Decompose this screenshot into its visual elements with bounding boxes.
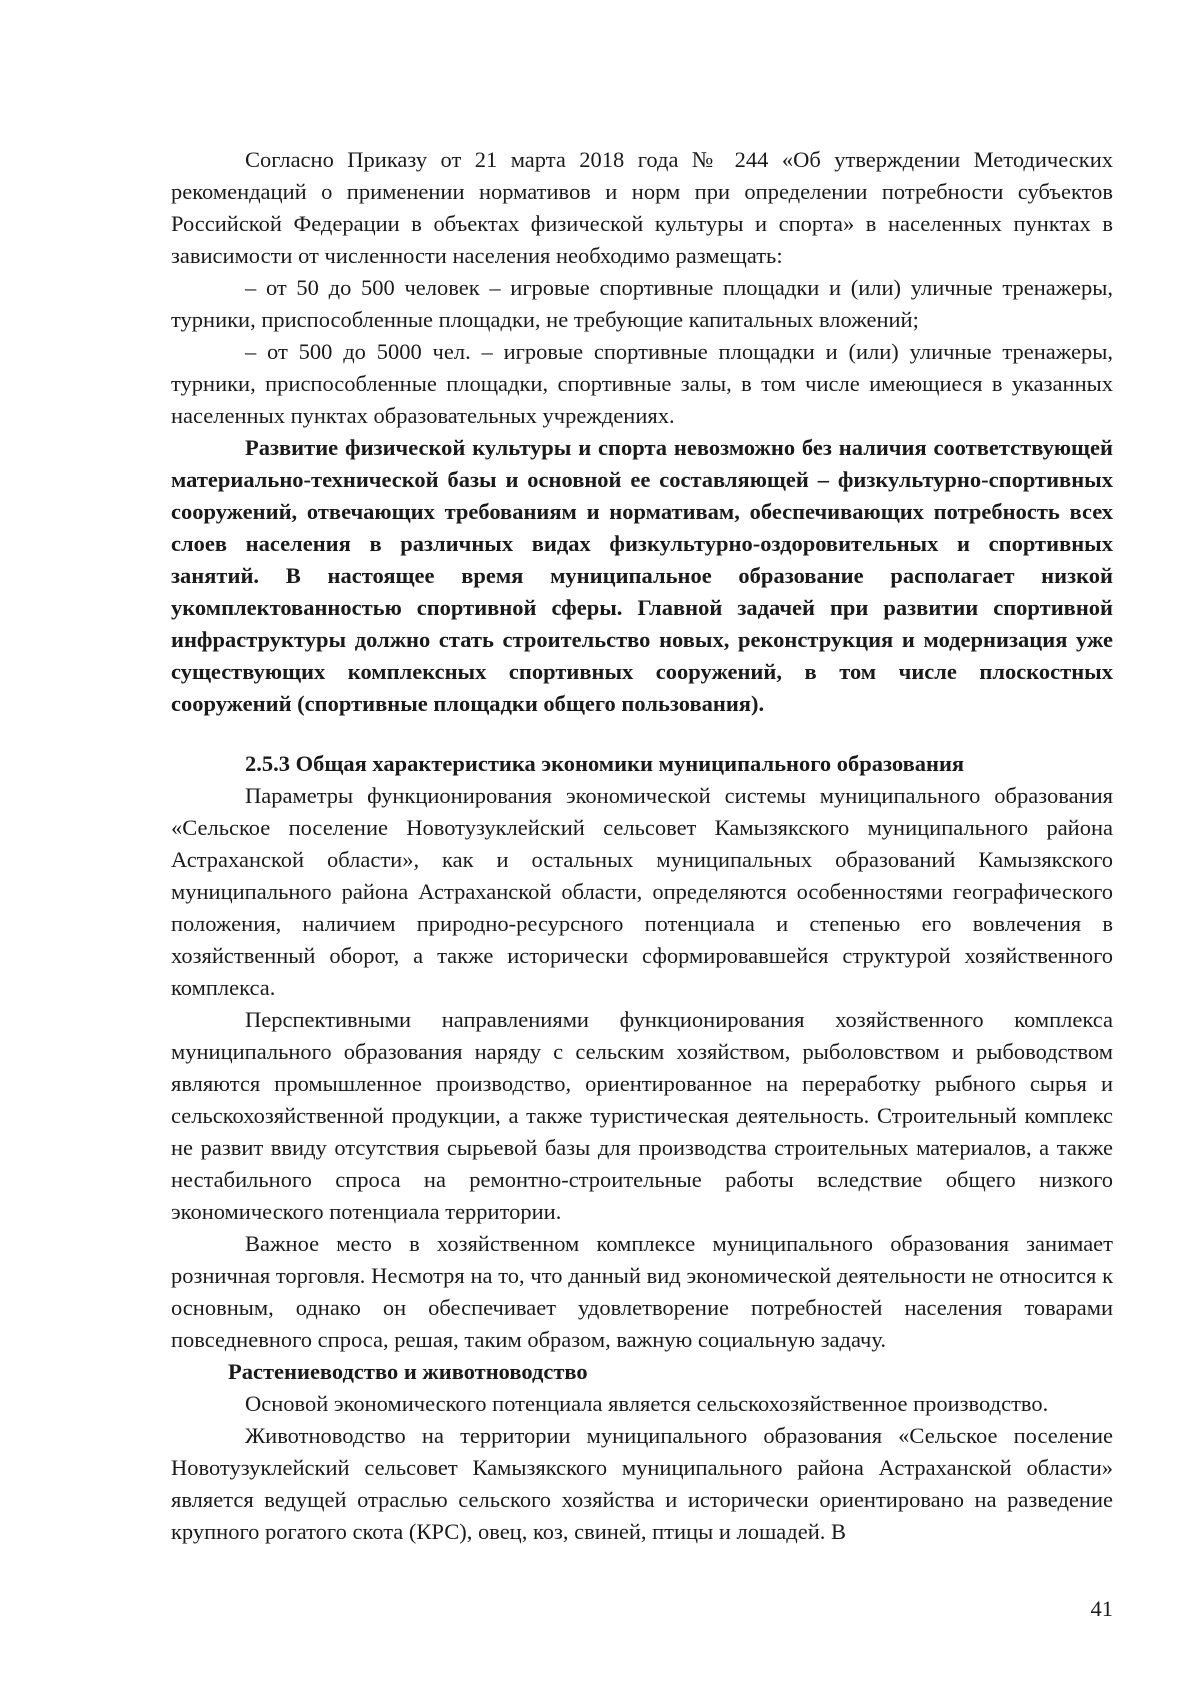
paragraph-perspective-directions: Перспективными направлениями функционирования хозяйственного комплекса муниципального образования наряду с сельским хозяйством, рыболовством и рыбоводством являются промышленное производство, ориентированное на переработку рыбного сырья и сельскохозяйственной продукции, а также туристическая деятельность. Строительный комплекс не развит ввиду отсутствия сырьевой базы для производства строительных материалов, а также нестабильного спроса на ремонтно-строительные работы вследствие общего низкого экономического потенциала территории. xyxy=(171,1007,1113,1224)
subheading-agriculture: Растениеводство и животноводство xyxy=(228,1359,588,1384)
paragraph-economic-basis: Основой экономического потенциала является сельскохозяйственное производство. xyxy=(245,1391,1049,1416)
section-gap xyxy=(171,720,1113,748)
page-number: 41 xyxy=(1090,1596,1113,1621)
paragraph-economy-parameters: Параметры функционирования экономической системы муниципального образования «Сельское поселение Новотузуклейский сельсовет Камызякского муниципального района Астраханской области», как и остальных муниципальных образований Камызякского муниципального района Астраханской области, определяются особенностями географического положения, наличием природно-ресурсного потенциала и степенью его вовлечения в хозяйственный оборот, а также исторически сформировавшейся структурой хозяйственного комплекса. xyxy=(171,783,1113,1000)
paragraph-order-reference: Согласно Приказу от 21 марта 2018 года № 244 «Об утверждении Методических рекомендаций о применении нормативов и норм при определении потребности субъектов Российской Федерации в объектах физической культуры и спорта» в населенных пунктах в зависимости от численности населения необходимо размещать: xyxy=(171,147,1113,268)
document-page xyxy=(171,144,1113,1548)
section-heading: 2.5.3 Общая характеристика экономики муниципального образования xyxy=(245,751,965,776)
paragraph-livestock: Животноводство на территории муниципального образования «Сельское поселение Новотузуклейский сельсовет Камызякского муниципального района Астраханской области» является ведущей отраслью сельского хозяйства и исторически ориентировано на разведение крупного рогатого скота (КРС), овец, коз, свиней, птицы и лошадей. В xyxy=(171,1423,1113,1544)
list-item-50-500: – от 50 до 500 человек – игровые спортивные площадки и (или) уличные тренажеры, турники, приспособленные площадки, не требующие капитальных вложений; xyxy=(171,275,1113,332)
paragraph-sport-development: Развитие физической культуры и спорта невозможно без наличия соответствующей материально-технической базы и основной ее составляющей – физкультурно-спортивных сооружений, отвечающих требованиям и нормативам, обеспечивающих потребность всех слоев населения в различных видах физкультурно-оздоровительных и спортивных занятий. В настоящее время муниципальное образование располагает низкой укомплектованностью спортивной сферы. Главной задачей при развитии спортивной инфраструктуры должно стать строительство новых, реконструкция и модернизация уже существующих комплексных спортивных сооружений, в том числе плоскостных сооружений (спортивные площадки общего пользования). xyxy=(171,435,1113,716)
list-item-500-5000: – от 500 до 5000 чел. – игровые спортивные площадки и (или) уличные тренажеры, турники, приспособленные площадки, спортивные залы, в том числе имеющиеся в указанных населенных пунктах образовательных учреждениях. xyxy=(171,339,1113,428)
paragraph-retail-trade: Важное место в хозяйственном комплексе муниципального образования занимает розничная торговля. Несмотря на то, что данный вид экономической деятельности не относится к основным, однако он обеспечивает удовлетворение потребностей населения товарами повседневного спроса, решая, таким образом, важную социальную задачу. xyxy=(171,1231,1113,1352)
